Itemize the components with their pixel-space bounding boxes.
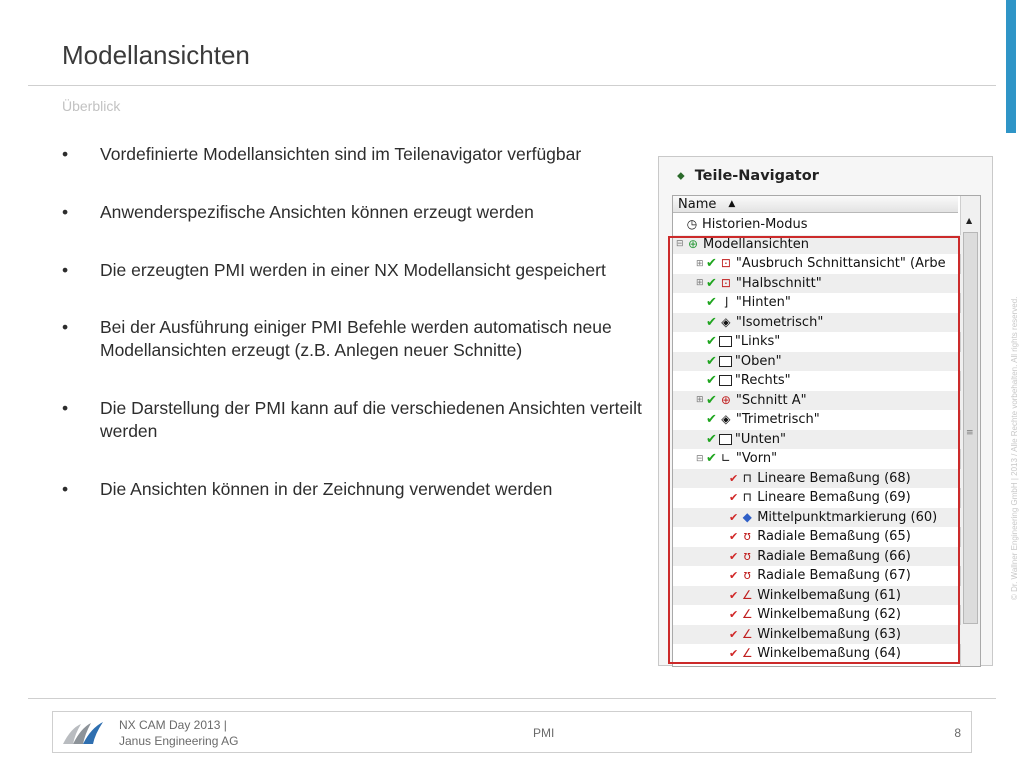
- bullet-dot: •: [62, 144, 69, 164]
- footer: [52, 711, 972, 753]
- bullet-item: • Die Ansichten können in der Zeichnung verwendet werden: [62, 479, 553, 499]
- clock-icon: ◷: [686, 217, 698, 232]
- checkmark-icon[interactable]: ✔: [706, 334, 717, 350]
- copyright-notice: © Dr. Wallner Engineering GmbH | 2013 / Alle Rechte vorbehalten. All rights reserved.: [1010, 296, 1019, 600]
- grip-icon: ≡: [966, 428, 974, 438]
- highlight-frame: [668, 236, 960, 664]
- radial-dimension-icon: ʊ: [743, 548, 751, 563]
- red-check-icon[interactable]: ✔: [729, 510, 739, 524]
- checkmark-icon[interactable]: ✔: [706, 256, 717, 272]
- tree-row[interactable]: ✔ ∠ Winkelbemaßung (61): [673, 586, 961, 606]
- checkmark-icon[interactable]: ✔: [706, 431, 717, 447]
- bullet-list: [62, 143, 652, 536]
- checkmark-icon[interactable]: ✔: [706, 295, 717, 311]
- trimetric-view-icon: ◈: [721, 412, 731, 427]
- checkmark-icon[interactable]: ✔: [706, 392, 717, 408]
- sort-ascending-icon: ▲: [728, 199, 736, 209]
- bullet-dot: •: [62, 398, 69, 418]
- checkmark-icon[interactable]: ✔: [706, 451, 717, 467]
- pin-icon[interactable]: ⬥: [677, 169, 685, 182]
- vertical-scrollbar[interactable]: [960, 196, 980, 666]
- isometric-view-icon: ◈: [721, 314, 731, 329]
- tree-row[interactable]: ✔ ◆ Mittelpunktmarkierung (60): [673, 508, 961, 528]
- red-check-icon[interactable]: ✔: [729, 549, 739, 563]
- tree-row[interactable]: ◷ Historien-Modus: [686, 217, 808, 233]
- footer-company: Janus Engineering AG: [119, 734, 239, 748]
- angular-dimension-icon: ∠: [741, 646, 753, 661]
- tree-row[interactable]: ✔ ◈ "Isometrisch": [673, 313, 961, 333]
- center-mark-icon: ◆: [742, 509, 752, 524]
- expand-icon[interactable]: ⊞: [696, 278, 704, 289]
- navigator-title: Teile-Navigator: [694, 168, 819, 184]
- red-check-icon[interactable]: ✔: [729, 491, 739, 505]
- bullet-item: • Vordefinierte Modellansichten sind im Teilenavigator verfügbar: [62, 144, 582, 164]
- tree-row[interactable]: ⊟ ⊕ Modellansichten: [673, 235, 961, 255]
- accent-bar: [1006, 0, 1016, 133]
- linear-dimension-icon: ⊓: [742, 490, 752, 505]
- tree-row[interactable]: ⊟ ✔ ∟ "Vorn": [696, 451, 778, 467]
- tree-row[interactable]: ✔ "Rechts": [706, 373, 791, 389]
- red-check-icon[interactable]: ✔: [729, 647, 739, 661]
- bullet-item: • Anwenderspezifische Ansichten können erzeugt werden: [62, 202, 534, 222]
- tree-row[interactable]: ⊞ ✔ ⊡ "Halbschnitt": [673, 274, 961, 294]
- tree-row[interactable]: ✔ ⊓ Lineare Bemaßung (68): [673, 469, 961, 489]
- tree-row[interactable]: ✔ ʊ Radiale Bemaßung (65): [729, 529, 911, 545]
- bullet-item: • Die Darstellung der PMI kann auf die verschiedenen Ansichten verteilt werden: [62, 398, 642, 441]
- expand-icon[interactable]: ⊞: [696, 258, 704, 269]
- tree-row[interactable]: ⊞ ✔ ⊡ "Ausbruch Schnittansicht" (Arbe: [696, 256, 946, 272]
- tree-row[interactable]: ✔ ⌋ "Hinten": [706, 295, 791, 311]
- tree-row[interactable]: ✔ "Unten": [673, 430, 961, 450]
- red-check-icon[interactable]: ✔: [729, 569, 739, 583]
- checkmark-icon[interactable]: ✔: [706, 353, 717, 369]
- radial-dimension-icon: ʊ: [743, 529, 751, 544]
- front-view-icon: ∟: [720, 451, 731, 466]
- tree-row[interactable]: ⊞ ✔ ⊕ "Schnitt A": [673, 391, 961, 411]
- red-check-icon[interactable]: ✔: [729, 530, 739, 544]
- company-logo-icon: [61, 718, 105, 748]
- bullet-item: • Die erzeugten PMI werden in einer NX Modellansicht gespeichert: [62, 260, 606, 280]
- angular-dimension-icon: ∠: [741, 626, 753, 641]
- tree-row[interactable]: ✔ ◈ "Trimetrisch": [706, 412, 820, 428]
- expand-icon[interactable]: ⊞: [696, 395, 704, 406]
- title-divider: [28, 85, 996, 86]
- collapse-icon[interactable]: ⊟: [696, 453, 704, 464]
- collapse-icon[interactable]: ⊟: [676, 239, 684, 250]
- tree-row[interactable]: ✔ ∠ Winkelbemaßung (64): [729, 646, 901, 662]
- section-a-icon: ⊕: [720, 392, 731, 407]
- footer-divider: [28, 698, 996, 699]
- red-check-icon[interactable]: ✔: [729, 627, 739, 641]
- tree-row[interactable]: ✔ ⊓ Lineare Bemaßung (69): [729, 490, 911, 506]
- linear-dimension-icon: ⊓: [742, 470, 752, 485]
- bullet-dot: •: [62, 260, 69, 280]
- bullet-dot: •: [62, 479, 69, 499]
- tree-row[interactable]: ✔ "Oben": [673, 352, 961, 372]
- checkmark-icon[interactable]: ✔: [706, 314, 717, 330]
- red-check-icon[interactable]: ✔: [729, 471, 739, 485]
- scroll-up-icon[interactable]: ▲: [966, 216, 973, 225]
- footer-event: NX CAM Day 2013 |: [119, 718, 227, 732]
- checkmark-icon[interactable]: ✔: [706, 373, 717, 389]
- checkmark-icon[interactable]: ✔: [706, 412, 717, 428]
- model-views-icon: ⊕: [687, 236, 699, 251]
- tree-row[interactable]: ✔ ∠ Winkelbemaßung (63): [673, 625, 961, 645]
- slide-subtitle: Überblick: [62, 98, 121, 114]
- section-view-icon: ⊡: [720, 256, 731, 271]
- angular-dimension-icon: ∠: [741, 587, 753, 602]
- navigator-header: [659, 157, 992, 195]
- back-view-icon: ⌋: [723, 295, 729, 310]
- angular-dimension-icon: ∠: [741, 607, 753, 622]
- tree-row[interactable]: ✔ ∠ Winkelbemaßung (62): [729, 607, 901, 623]
- page-number: 8: [954, 726, 961, 740]
- bullet-dot: •: [62, 317, 69, 337]
- bullet-dot: •: [62, 202, 69, 222]
- checkmark-icon[interactable]: ✔: [706, 275, 717, 291]
- column-header-name[interactable]: Name ▲: [673, 196, 958, 213]
- tree-row[interactable]: ✔ ʊ Radiale Bemaßung (67): [729, 568, 911, 584]
- red-check-icon[interactable]: ✔: [729, 588, 739, 602]
- section-view-icon: ⊡: [720, 275, 731, 290]
- red-check-icon[interactable]: ✔: [729, 608, 739, 622]
- tree-row[interactable]: ✔ "Links": [706, 334, 781, 350]
- bullet-item: • Bei der Ausführung einiger PMI Befehle werden automatisch neue Modellansichten erzeugt (z.B. Anlegen neuer Schnitte): [62, 317, 612, 360]
- footer-topic: PMI: [533, 726, 555, 740]
- tree-row[interactable]: ✔ ʊ Radiale Bemaßung (66): [673, 547, 961, 567]
- radial-dimension-icon: ʊ: [743, 568, 751, 583]
- slide-title: Modellansichten: [62, 40, 250, 70]
